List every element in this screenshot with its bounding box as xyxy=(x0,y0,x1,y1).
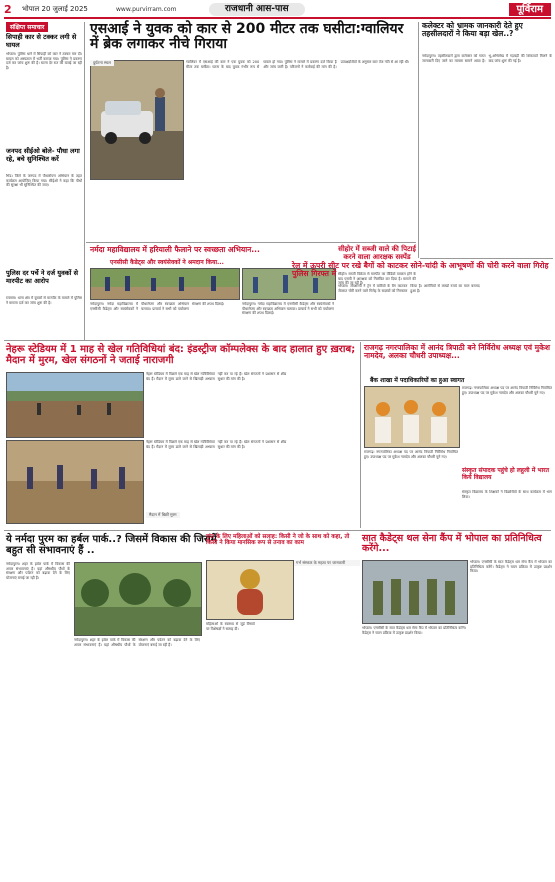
column-divider xyxy=(84,22,85,340)
story-body: महिलाओं के स्वास्थ्य से जुड़े विषयों पर विशेषज्ञों ने सलाह दी। xyxy=(206,622,255,631)
brief-title: सिपाही कार से टक्कर लगी से घायल xyxy=(6,33,77,49)
lead-body: ग्वालियर में एसआई की कार ने एक युवक को 200 मीटर तक घसीटा। घटना के बाद युवक गंभीर रूप से घायल हो गया। पुलिस ने मामले में प्रकरण दर्ज किया है और जांच जारी है। परिजनों ने कार्रवाई की मांग की है। प्रत्यक्षदर्शियों के अनुसार कार तेज गति से आ रही थी। xyxy=(186,60,410,69)
column-divider xyxy=(360,342,361,528)
story-photo xyxy=(362,560,468,624)
story-headline: रेल में ऊपरी सीट पर रखे बैगों को काटकर सोने-चांदी के आभूषणों की चोरी करने वाला गिरोह पुलिस गिरफ्त में xyxy=(292,261,549,279)
brief-title: पुलिस दर पर्चे ने दर्ज युवकों से मारपीट का आरोप xyxy=(6,269,79,285)
section-title: राजधानी आस-पास xyxy=(209,3,305,16)
issue-date: भोपाल 20 जुलाई 2025 xyxy=(22,5,88,13)
newspaper-logo: पूर्विराम xyxy=(509,3,552,16)
brief-kicker: संक्षिप्त समाचार xyxy=(6,22,48,32)
story-body: राजगढ़। नगरपालिका अध्यक्ष पद पर आनंद त्रिपाठी निर्विरोध निर्वाचित हुए। उपाध्यक्ष पद पर मुकेश नामदेव और अलका चौधरी चुने गए। xyxy=(364,450,458,459)
story-headline: दांत के लिए महिलाओं को सलाह: किसी ने जो के साथ को कहा, तो किसी ने किया मानसिक रूप से तनाव का काम xyxy=(206,534,350,547)
story-body: भोपाल। एनसीसी के सात कैडेट्स थल सेना कैंप में भोपाल का प्रतिनिधित्व करेंगे। कैडेट्स ने चयन प्रक्रिया में उत्कृष्ट प्रदर्शन किया। xyxy=(362,626,466,635)
brief-title: जनपद सीईओ बोले- पौधा लगा रहे, बचे सुनिश्चित करें xyxy=(6,147,80,163)
site-url[interactable]: www.purvirram.com xyxy=(116,6,177,13)
lead-headline: एसआई ने युवक को कार से 200 मीटर तक घसीटा:ग्वालियर में ब्रेक लगाकर नीचे गिराया xyxy=(90,21,404,53)
story-photo xyxy=(364,386,460,448)
column-divider xyxy=(418,22,419,258)
story-body: नेहरू स्टेडियम में पिछले एक माह से खेल गतिविधियां बंद हैं। मैदान में मुरम डाले जाने से खिलाड़ी अभ्यास नहीं कर पा रहे हैं। खेल संगठनों ने प्रशासन से शीघ्र सुधार की मांग की है। xyxy=(146,372,287,381)
lead-photo xyxy=(90,60,184,180)
masthead xyxy=(4,3,551,19)
row-divider xyxy=(86,242,416,243)
story-headline: नर्मदा महाविद्यालय में हरियाली फैलाने पर स्वच्छता अभियान... xyxy=(90,245,260,254)
story-headline: राजगढ़ नगरपालिका में आनंद त्रिपाठी बने निर्विरोध अध्यक्ष एवं मुकेश नामदेव, अलका चौधरी उपाध्यक्ष... xyxy=(364,343,551,361)
row-divider xyxy=(420,258,553,259)
row-divider xyxy=(4,340,551,341)
story-headline: सीहोर में सब्जी वाले की पिटाई करने वाला आरक्षक सस्पेंड xyxy=(338,245,416,261)
story-body: नर्मदापुरम। नर्मदा महाविद्यालय में एनसीसी कैडेट्स और स्वयंसेवकों ने पौधारोपण और स्वच्छता अभियान चलाया। प्राचार्य ने सभी को पर्यावरण संरक्षण की शपथ दिलाई। xyxy=(242,302,334,316)
story-body: नर्मदापुरम। नर्मदा महाविद्यालय में एनसीसी कैडेट्स और स्वयंसेवकों ने पौधारोपण और स्वच्छता अभियान चलाया। प्राचार्य ने सभी को पर्यावरण संरक्षण की शपथ दिलाई। xyxy=(90,302,225,311)
brief-body: भोपाल। पुलिस थाने में सिपाही को कार ने टक्कर मार दी। घायल को अस्पताल में भर्ती कराया गया। पुलिस ने प्रकरण दर्ज कर जांच शुरू की है। घटना देर रात की बताई जा रही है। xyxy=(6,52,82,70)
story-headline: कलेक्टर को भ्रामक जानकारी देते हुए तहसीलदारों ने किया बड़ा खेल..? xyxy=(422,21,523,39)
brief-body: भिंड। जिले के जनपद में पौधारोपण अभियान के तहत कार्यक्रम आयोजित किया गया। सीईओ ने कहा कि पौधों की सुरक्षा भी सुनिश्चित की जाए। xyxy=(6,174,82,188)
story-body: राजगढ़। नगरपालिका अध्यक्ष पद पर आनंद त्रिपाठी निर्विरोध निर्वाचित हुए। उपाध्यक्ष पद पर मुकेश नामदेव और अलका चौधरी चुने गए। xyxy=(462,386,552,395)
story-subhead: बैंक शाखा में पदाधिकारियों का हुआ स्वागत xyxy=(370,377,465,384)
story-photo xyxy=(206,560,294,620)
story-body: सीहोर। सब्जी विक्रेता से मारपीट का वीडियो वायरल होने के बाद एसपी ने आरक्षक को निलंबित कर दिया है। मामले की जांच की जा रही है। xyxy=(338,272,416,286)
row-divider xyxy=(4,530,551,531)
page-number: 2 xyxy=(4,3,12,16)
brief-body: रतलाम। थाना क्षेत्र में युवकों से मारपीट के मामले में पुलिस ने मामला दर्ज कर जांच शुरू की है। xyxy=(6,296,82,305)
photo-caption: गर्भ संस्कार के महत्व पर जानकारी xyxy=(294,560,360,566)
story-headline: नेहरू स्टेडियम में 1 माह से खेल गतिविधियां बंद: इंडस्ट्रीज कॉम्पलेक्स के बाद हालात हुए ख़राब; मैदान में मुरम, खेल संगठनों ने जताई नाराजगी xyxy=(6,344,356,366)
photo-caption: दुर्घटना स्थल xyxy=(90,60,114,66)
story-headline: संस्कृत संपादक पहुंचे हो लहुली में भारत किये विद्यालय xyxy=(462,467,550,481)
story-subhead: एनसीसी कैडेट्स और स्वयंसेवकों ने श्रमदान किया... xyxy=(110,259,224,266)
story-body: नर्मदापुरम। शहर के हर्बल पार्क में विकास की अपार संभावनाएं हैं। यहां औषधीय पौधों के संरक्षण और पर्यटन को बढ़ावा देने के लिए योजनाएं बनाई जा रही हैं। xyxy=(74,638,200,647)
story-photo xyxy=(6,372,144,438)
story-body: नर्मदापुरम। शहर के हर्बल पार्क में विकास की अपार संभावनाएं हैं। यहां औषधीय पौधों के संरक्षण और पर्यटन को बढ़ावा देने के लिए योजनाएं बनाई जा रही हैं। xyxy=(6,562,70,580)
story-photo xyxy=(74,562,202,636)
story-body: संस्कृत विद्यालय के शिक्षकों ने विद्यार्थियों के साथ कार्यक्रम में भाग लिया। xyxy=(462,490,552,499)
story-body: भोपाल। जीआरपी ने ट्रेन में यात्रियों के बैग काटकर जेवरात चोरी करने वाले गिरोह के सदस्यों को गिरफ्तार किया है। आरोपियों से लाखों रुपये का माल बरामद हुआ है। xyxy=(338,284,480,293)
story-body: भोपाल। एनसीसी के सात कैडेट्स थल सेना कैंप में भोपाल का प्रतिनिधित्व करेंगे। कैडेट्स ने चयन प्रक्रिया में उत्कृष्ट प्रदर्शन किया। xyxy=(470,560,552,574)
story-headline: सात कैडेट्स थल सेना कैंप में भोपाल का प्रतिनिधित्व करेंगे... xyxy=(362,533,542,555)
photo-caption: मैदान में बिछी मुरम xyxy=(146,512,180,518)
story-photo xyxy=(90,268,240,300)
story-body: नर्मदापुरम। तहसीलदारों द्वारा कलेक्टर को गलत जानकारी दिए जाने का मामला सामने आया है। भू-अभिलेख में गड़बड़ी की शिकायतें मिलने के बाद जांच शुरू की गई है। xyxy=(422,54,552,63)
story-body: नेहरू स्टेडियम में पिछले एक माह से खेल गतिविधियां बंद हैं। मैदान में मुरम डाले जाने से खिलाड़ी अभ्यास नहीं कर पा रहे हैं। खेल संगठनों ने प्रशासन से शीघ्र सुधार की मांग की है। xyxy=(146,440,287,449)
story-headline: ये नर्मदा पुरम का हर्बल पार्क..? जिसमें विकास की जिसमें बहुत सी संभावनाएं हैं .. xyxy=(6,534,217,556)
story-photo xyxy=(6,440,144,524)
